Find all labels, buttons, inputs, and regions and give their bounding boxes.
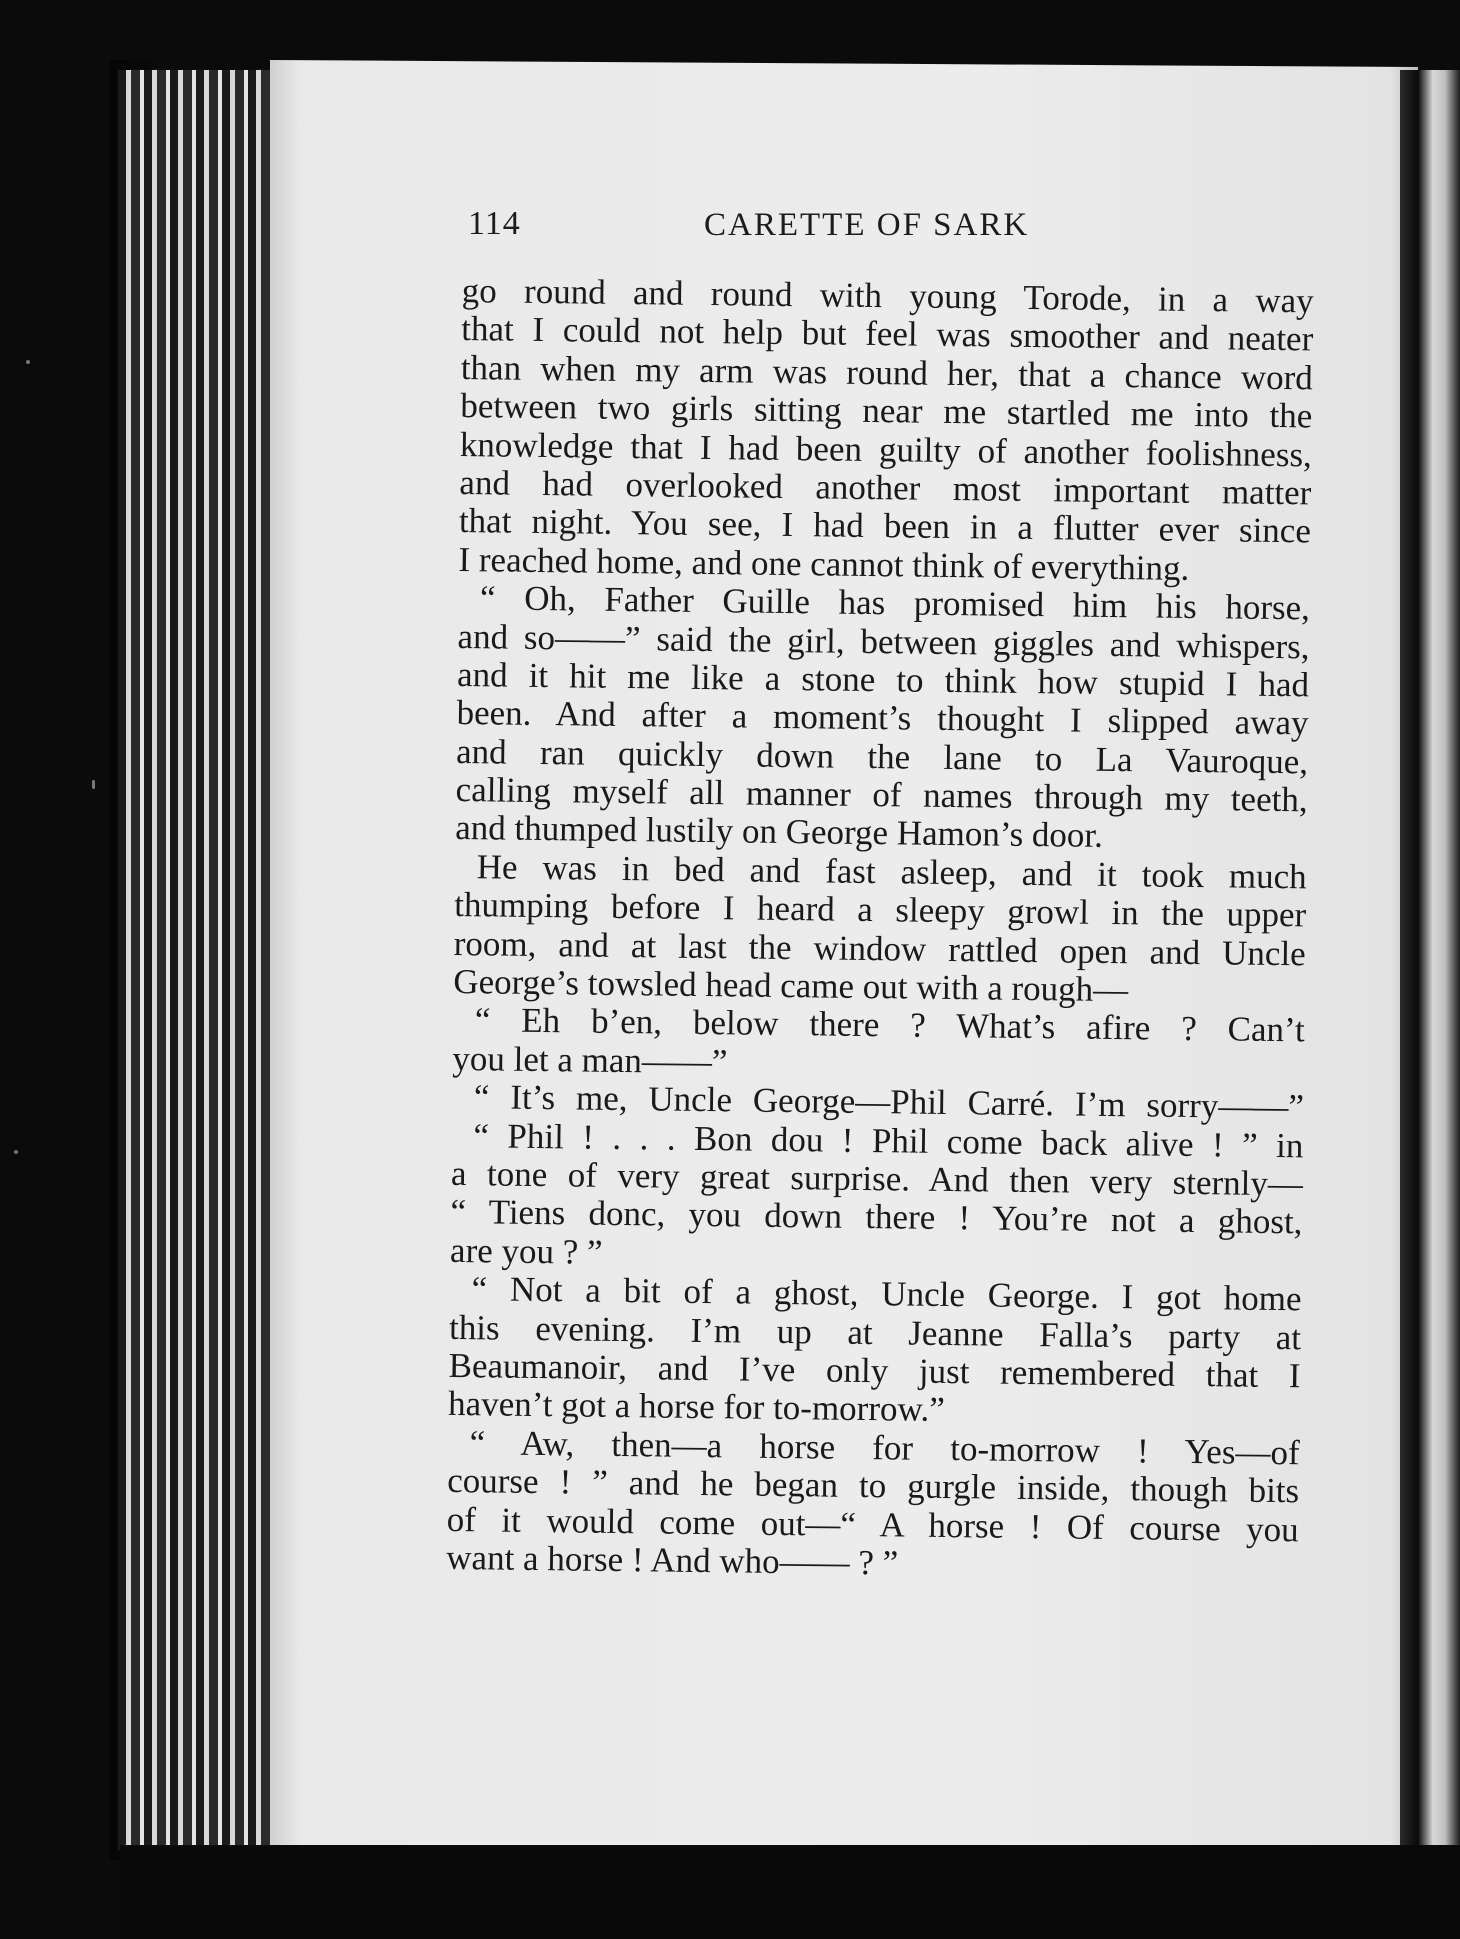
text-line: He was in bed and fast asleep, and it took much	[476, 847, 1307, 897]
scan-speck	[14, 1150, 18, 1154]
text-line: and it hit me like a stone to think how stupid I had	[456, 654, 1310, 705]
stacked-page-edges	[118, 70, 288, 1850]
text-line: “ Tiens donc, you down there ! You’re not a ghost,	[450, 1192, 1303, 1242]
text-line: “ Eh b’en, below there ? What’s afire ? Can’t	[474, 1000, 1306, 1050]
text-line: are you ? ”	[449, 1230, 603, 1272]
text-line: “ Oh, Father Guille has promised him his horse,	[479, 578, 1311, 628]
text-line: thumping before I heard a sleepy growl in the upper	[454, 885, 1307, 935]
text-line: go round and round with young Torode, in a way	[461, 271, 1314, 321]
text-line: “ It’s me, Uncle George—Phil Carré. I’m sorry——”	[473, 1077, 1305, 1127]
text-line: than when my arm was round her, that a chance word	[460, 347, 1314, 398]
text-line: George’s towsled head came out with a rough—	[453, 961, 1129, 1010]
text-line: “ Not a bit of a ghost, Uncle George. I got home	[471, 1269, 1302, 1319]
text-line: Beaumanoir, and I’ve only just remembered that I	[448, 1345, 1301, 1396]
text-line: and had overlooked another most important matter	[459, 462, 1312, 513]
text-line: and thumped lustily on George Hamon’s door.	[454, 808, 1104, 856]
text-line: room, and at last the window rattled open and Uncle	[453, 923, 1306, 973]
text-line: that I could not help but feel was smoother and neater	[461, 309, 1314, 359]
body-text	[446, 272, 1314, 1588]
text-line: want a horse ! And who—— ? ”	[446, 1537, 899, 1583]
scan-speck	[92, 780, 95, 789]
text-line: a tone of very great surprise. And then very sternly—	[450, 1153, 1304, 1204]
running-head	[468, 205, 1108, 255]
text-line: “ Phil ! . . . Bon dou ! Phil come back alive ! ” in	[473, 1115, 1304, 1165]
page-number: 114	[468, 205, 521, 242]
bottom-shadow	[120, 1845, 1460, 1939]
text-line: and ran quickly down the lane to La Vauroque,	[455, 731, 1309, 782]
running-title: CARETTE OF SARK	[704, 207, 1030, 243]
text-line: haven’t got a horse for to-morrow.”	[447, 1384, 946, 1430]
text-line: I reached home, and one cannot think of everything.	[458, 539, 1190, 588]
text-line: been. And after a moment’s thought I slipped away	[456, 693, 1309, 743]
text-line: and so——” said the girl, between giggles and whispers,	[457, 616, 1310, 666]
text-line: of it would come out—“ A horse ! Of course you	[446, 1499, 1299, 1549]
text-line: this evening. I’m up at Jeanne Falla’s party at	[448, 1307, 1302, 1357]
text-line: knowledge that I had been guilty of another foolishness,	[459, 424, 1313, 474]
scan-speck	[26, 360, 30, 364]
text-line: calling myself all manner of names through my teeth,	[455, 770, 1308, 820]
facing-page-edge	[1400, 70, 1460, 1850]
text-line: between two girls sitting near me startled me into the	[460, 386, 1313, 436]
text-line: you let a man——”	[452, 1038, 728, 1082]
text-line: course ! ” and he began to gurgle inside, though bits	[446, 1461, 1300, 1511]
text-line: that night. You see, I had been in a flutter ever since	[458, 501, 1312, 551]
text-line: “ Aw, then—a horse for to-morrow ! Yes—of	[469, 1422, 1300, 1473]
